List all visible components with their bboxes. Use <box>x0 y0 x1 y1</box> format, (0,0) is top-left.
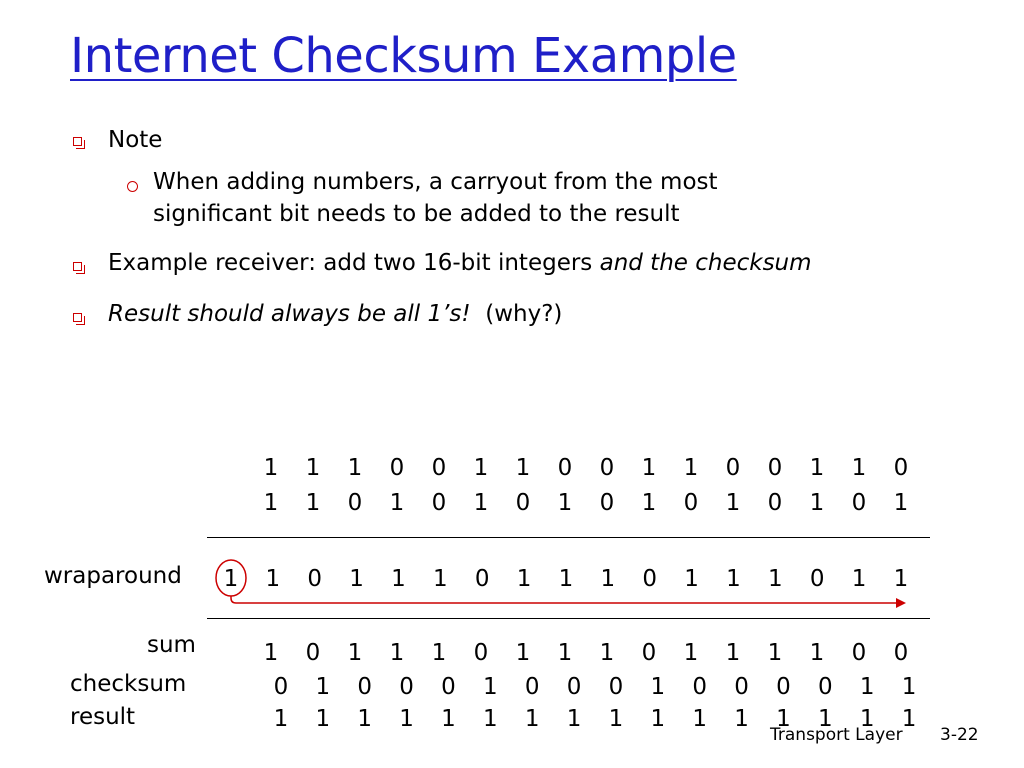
bit-digit: 1 <box>767 566 783 592</box>
bit-digit: 1 <box>641 490 657 516</box>
bit-digit: 1 <box>347 455 363 481</box>
bit-digit: 1 <box>558 566 574 592</box>
bit-digit: 1 <box>809 455 825 481</box>
bit-digit: 1 <box>482 674 498 700</box>
bit-digit: 1 <box>391 566 406 592</box>
bit-digit: 0 <box>305 640 321 666</box>
box-bullet-icon <box>73 137 82 146</box>
bit-digit: 1 <box>516 566 532 592</box>
bit-digit: 1 <box>482 706 498 732</box>
bit-digit: 1 <box>692 706 707 732</box>
bit-digit: 0 <box>642 566 657 592</box>
bit-digit: 1 <box>566 706 582 732</box>
bit-digit: 1 <box>263 455 279 481</box>
bit-digit: 1 <box>557 490 573 516</box>
bit-digit: 0 <box>767 490 783 516</box>
bit-digit: 0 <box>776 674 791 700</box>
bit-digit: 1 <box>223 566 239 592</box>
bullet-result <box>108 301 562 327</box>
bit-digit: 0 <box>566 674 582 700</box>
bit-digit: 1 <box>273 706 289 732</box>
bit-digit: 1 <box>901 706 917 732</box>
bit-digit: 1 <box>315 674 331 700</box>
bit-digit: 0 <box>641 640 657 666</box>
bullet-note: Note <box>108 127 163 153</box>
bit-digit: 0 <box>893 640 909 666</box>
bit-digit: 0 <box>851 640 867 666</box>
checksum-label: checksum <box>70 671 187 697</box>
bit-digit: 0 <box>307 566 322 592</box>
bit-digit: 1 <box>515 455 531 481</box>
bit-digit: 1 <box>859 674 875 700</box>
bit-digit: 1 <box>851 455 867 481</box>
bit-digit: 1 <box>650 706 666 732</box>
bit-digit: 1 <box>524 706 540 732</box>
bit-digit: 0 <box>599 490 615 516</box>
bullet-example-italic: and the checksum <box>599 250 812 276</box>
bit-digit: 1 <box>599 640 615 666</box>
sub-bullet-line1: When adding numbers, a carryout from the most <box>153 169 718 195</box>
box-bullet-icon <box>73 262 82 271</box>
bit-digit: 1 <box>817 706 833 732</box>
bit-digit: 0 <box>817 674 833 700</box>
bit-digit: 1 <box>725 490 741 516</box>
bit-digit: 0 <box>441 674 456 700</box>
bit-digit: 1 <box>305 455 321 481</box>
bit-digit: 1 <box>684 566 699 592</box>
bit-digit: 1 <box>431 640 447 666</box>
bit-digit: 0 <box>389 455 405 481</box>
operand-a-row <box>250 455 922 481</box>
slide-title: Internet Checksum Example <box>70 28 737 84</box>
bit-digit: 1 <box>859 706 875 732</box>
bit-digit: 0 <box>357 674 372 700</box>
bit-digit: 1 <box>650 674 666 700</box>
bit-digit: 1 <box>399 706 414 732</box>
divider-line <box>207 618 930 619</box>
bit-digit: 1 <box>263 490 279 516</box>
bit-digit: 0 <box>557 455 573 481</box>
bit-digit: 1 <box>432 566 448 592</box>
bit-digit: 1 <box>389 640 405 666</box>
bit-digit: 0 <box>725 455 741 481</box>
bit-digit: 0 <box>524 674 540 700</box>
bit-digit: 0 <box>473 640 489 666</box>
bullet-example-text: Example receiver: add two 16-bit integers <box>108 250 600 276</box>
bit-digit: 1 <box>305 490 321 516</box>
bit-digit: 1 <box>726 566 741 592</box>
result-label: result <box>70 704 136 730</box>
bit-digit: 0 <box>734 674 749 700</box>
bit-digit: 1 <box>725 640 741 666</box>
divider-line <box>207 537 930 538</box>
bit-digit: 1 <box>809 640 825 666</box>
bit-digit: 0 <box>399 674 414 700</box>
bit-digit: 0 <box>767 455 783 481</box>
footer-page-number: 3-22 <box>940 725 979 745</box>
bullet-result-why: (why?) <box>470 301 563 327</box>
bit-digit: 1 <box>600 566 616 592</box>
arrowhead-icon <box>896 598 906 608</box>
bit-digit: 0 <box>893 455 909 481</box>
bullet-example <box>108 250 812 276</box>
bit-digit: 0 <box>431 455 447 481</box>
bit-digit: 1 <box>265 566 281 592</box>
carry-arrow-line <box>231 596 902 603</box>
bit-digit: 1 <box>776 706 791 732</box>
bit-digit: 1 <box>263 640 279 666</box>
bit-digit: 0 <box>608 674 624 700</box>
bit-digit: 1 <box>683 640 699 666</box>
wraparound-label: wraparound <box>44 563 182 589</box>
bit-digit: 1 <box>389 490 405 516</box>
bit-digit: 1 <box>315 706 331 732</box>
bit-digit: 1 <box>809 490 825 516</box>
bit-digit: 1 <box>683 455 699 481</box>
box-bullet-icon <box>73 313 82 322</box>
bit-digit: 1 <box>608 706 624 732</box>
bit-digit: 0 <box>683 490 699 516</box>
bit-digit: 1 <box>349 566 364 592</box>
bit-digit: 1 <box>357 706 372 732</box>
bit-digit: 0 <box>692 674 707 700</box>
bit-digit: 0 <box>599 455 615 481</box>
footer-course: Transport Layer <box>770 725 903 745</box>
bit-digit: 1 <box>734 706 749 732</box>
operand-b-row <box>250 490 922 516</box>
checksum-row <box>260 674 930 700</box>
bit-digit: 1 <box>641 455 657 481</box>
bit-digit: 0 <box>431 490 447 516</box>
bit-digit: 1 <box>473 490 489 516</box>
bit-digit: 1 <box>893 490 909 516</box>
sum-row <box>250 640 922 666</box>
bit-digit: 0 <box>851 490 867 516</box>
bit-digit: 1 <box>347 640 363 666</box>
bit-digit: 0 <box>273 674 289 700</box>
bullet-result-italic: Result should always be all 1’s! <box>108 301 471 327</box>
bit-digit: 1 <box>473 455 489 481</box>
bit-digit: 1 <box>767 640 783 666</box>
bit-digit: 1 <box>851 566 867 592</box>
bit-digit: 0 <box>474 566 490 592</box>
bit-digit: 0 <box>809 566 825 592</box>
sub-bullet-line2: significant bit needs to be added to the result <box>153 201 680 227</box>
bit-digit: 0 <box>347 490 363 516</box>
bit-digit: 1 <box>893 566 909 592</box>
circle-bullet-icon <box>127 181 138 192</box>
bit-digit: 0 <box>515 490 531 516</box>
sum-label: sum <box>147 632 196 658</box>
bit-digit: 1 <box>901 674 917 700</box>
bit-digit: 1 <box>441 706 456 732</box>
bit-digit: 1 <box>557 640 573 666</box>
bit-digit: 1 <box>515 640 531 666</box>
wraparound-row <box>210 566 922 592</box>
